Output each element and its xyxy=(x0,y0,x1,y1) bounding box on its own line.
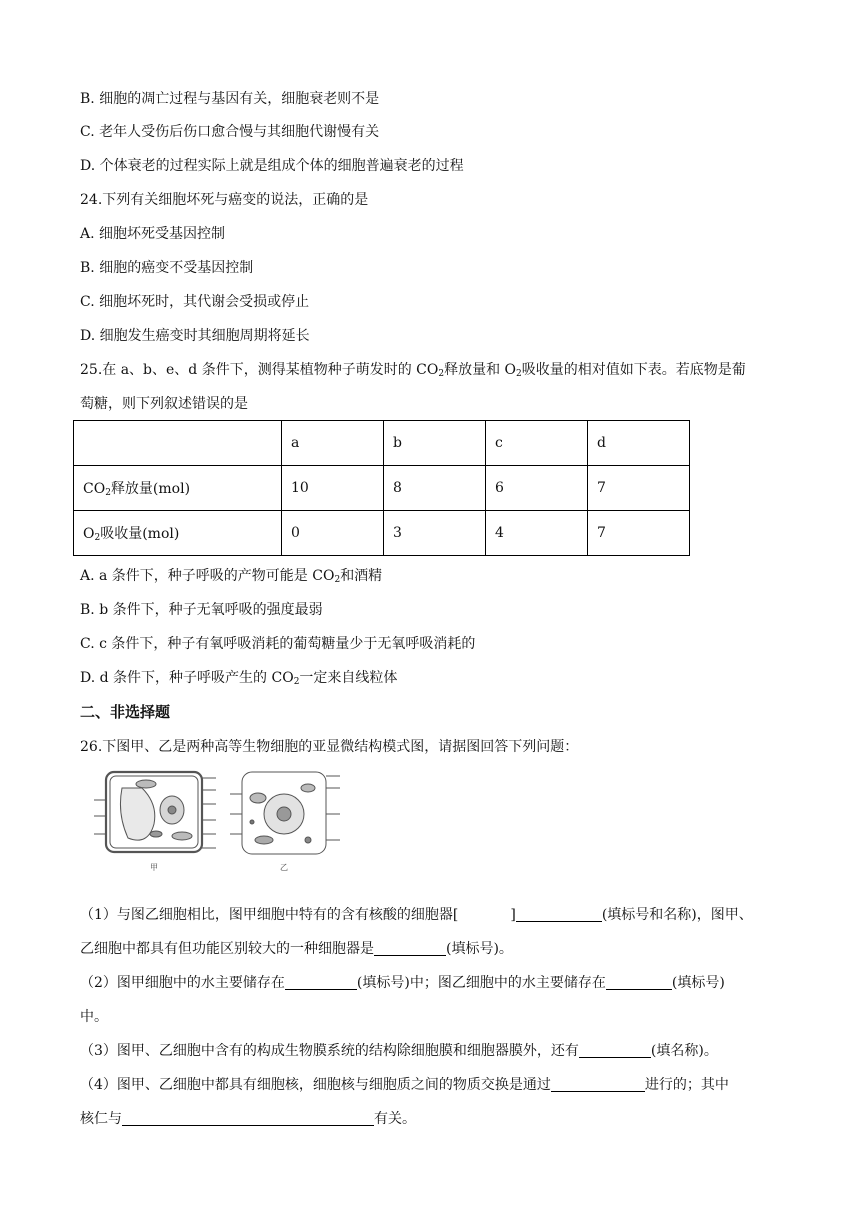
table-cell: 6 xyxy=(486,466,588,511)
table-row xyxy=(74,511,690,556)
q25-option-d: D. d 条件下，种子呼吸产生的 $CO_2$一定来自线粒体 xyxy=(80,670,398,687)
table-header-cell: b xyxy=(384,421,486,466)
table-row-label: $CO_2$释放量(mol) xyxy=(74,466,282,511)
q26-stem: 26.下图甲、乙是两种高等生物细胞的亚显微结构模式图，请据图回答下列问题： xyxy=(80,739,579,755)
table-cell: 4 xyxy=(486,511,588,556)
q23-option-c: C. 老年人受伤后伤口愈合慢与其细胞代谢慢有关 xyxy=(80,124,380,140)
q26-part1-line2: 乙细胞中都具有但功能区别较大的一种细胞器是 (填标号)。 xyxy=(80,941,513,957)
table-cell: 0 xyxy=(282,511,384,556)
q24-option-c: C. 细胞坏死时，其代谢会受损或停止 xyxy=(80,294,310,310)
table-cell: 3 xyxy=(384,511,486,556)
table-header-cell: a xyxy=(282,421,384,466)
q24-option-d: D. 细胞发生癌变时其细胞周期将延长 xyxy=(80,328,310,344)
table-cell: 10 xyxy=(282,466,384,511)
table-row-label: $O_2$吸收量(mol) xyxy=(74,511,282,556)
q26-part4-line1: （4）图甲、乙细胞中都具有细胞核，细胞核与细胞质之间的物质交换是通过 进行的；其中 xyxy=(80,1077,729,1093)
answer-blank[interactable] xyxy=(122,1111,374,1126)
answer-blank[interactable] xyxy=(374,941,446,956)
q24-stem: 24.下列有关细胞坏死与癌变的说法，正确的是 xyxy=(80,192,369,208)
table-header-cell: c xyxy=(486,421,588,466)
table-cell: 7 xyxy=(588,511,690,556)
q25-table xyxy=(73,420,690,556)
table-row xyxy=(74,466,690,511)
answer-blank[interactable] xyxy=(516,907,602,922)
q24-option-a: A. 细胞坏死受基因控制 xyxy=(80,226,226,242)
q23-option-b: B. 细胞的凋亡过程与基因有关，细胞衰老则不是 xyxy=(80,91,380,107)
table-header-cell xyxy=(74,421,282,466)
answer-blank[interactable] xyxy=(606,975,672,990)
answer-blank[interactable] xyxy=(579,1043,651,1058)
q25-option-a: A. a 条件下，种子呼吸的产物可能是 $CO_2$和酒精 xyxy=(80,568,383,585)
animal-cell-diagram xyxy=(230,772,340,854)
figure-label-left: 甲 xyxy=(150,863,158,872)
table-header-cell: d xyxy=(588,421,690,466)
cell-diagram xyxy=(92,764,352,874)
q25-stem-line2: 萄糖，则下列叙述错误的是 xyxy=(80,396,248,412)
q25-option-c: C. c 条件下，种子有氧呼吸消耗的葡萄糖量少于无氧呼吸消耗的 xyxy=(80,636,476,652)
answer-blank[interactable] xyxy=(285,975,357,990)
figure-label-right: 乙 xyxy=(280,863,288,872)
q26-part4-line2: 核仁与 有关。 xyxy=(80,1111,416,1127)
answer-blank[interactable] xyxy=(551,1077,645,1092)
q25-stem-line1: 25.在 a、b、e、d 条件下，测得某植物种子萌发时的 $CO_2$释放量和 $O_2$吸收量的相对值如下表。若底物是葡 xyxy=(80,362,746,379)
table-header-row xyxy=(74,421,690,466)
q26-part2-line2: 中。 xyxy=(80,1009,108,1025)
q26-part2-line1: （2）图甲细胞中的水主要储存在 (填标号)中；图乙细胞中的水主要储存在 (填标号) xyxy=(80,975,725,991)
plant-cell-diagram xyxy=(94,772,216,852)
section-title: 二、非选择题 xyxy=(80,703,171,721)
q25-option-b: B. b 条件下，种子无氧呼吸的强度最弱 xyxy=(80,602,323,618)
q26-part3: （3）图甲、乙细胞中含有的构成生物膜系统的结构除细胞膜和细胞器膜外，还有 (填名称)。 xyxy=(80,1043,718,1059)
q26-part1-line1: （1）与图乙细胞相比，图甲细胞中特有的含有核酸的细胞器[ ] (填标号和名称)，图甲、 xyxy=(80,907,753,923)
table-cell: 7 xyxy=(588,466,690,511)
cell-diagram-figure xyxy=(92,764,352,874)
table-cell: 8 xyxy=(384,466,486,511)
q23-option-d: D. 个体衰老的过程实际上就是组成个体的细胞普遍衰老的过程 xyxy=(80,158,464,174)
q24-option-b: B. 细胞的癌变不受基因控制 xyxy=(80,260,254,276)
